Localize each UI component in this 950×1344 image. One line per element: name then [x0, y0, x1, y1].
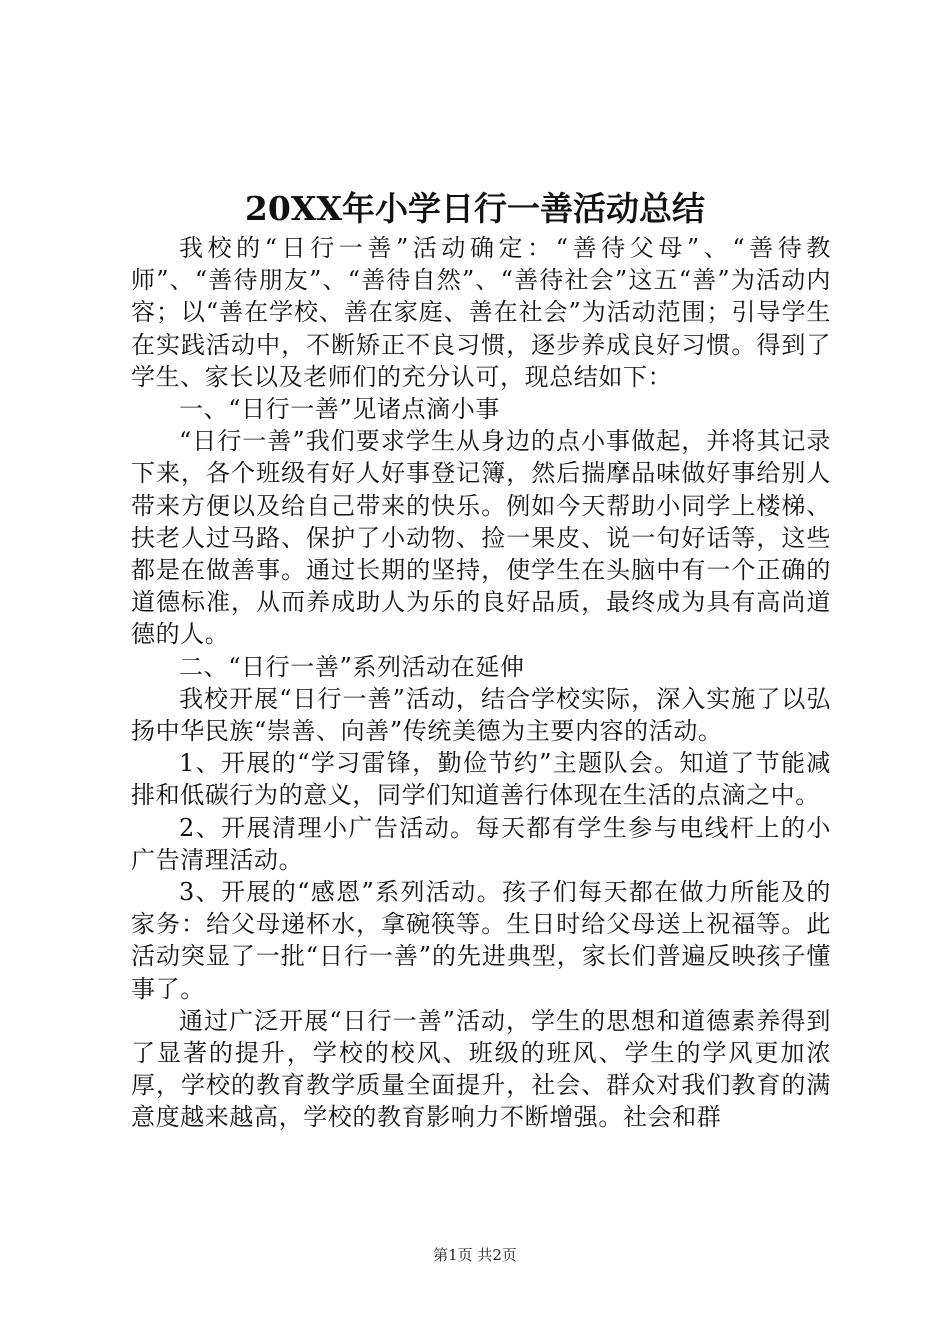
document-body	[131, 232, 831, 1134]
paragraph-section-1: “日行一善”我们要求学生从身边的点小事做起，并将其记录下来，各个班级有好人好事登记簿，然后揣摩品味做好事给别人带来方便以及给自己带来的快乐。例如今天帮助小同学上楼梯、扶老人过马路、保护了小动物、捡一果皮、说一句好话等，这些都是在做善事。通过长期的坚持，使学生在头脑中有一个正确的道德标准，从而养成助人为乐的良好品质，最终成为具有高尚道德的人。	[131, 427, 831, 649]
paragraph-section-2: 我校开展“日行一善”活动，结合学校实际，深入实施了以弘扬中华民族“崇善、向善”传统美德为主要内容的活动。	[131, 684, 831, 746]
paragraph-conclusion: 通过广泛开展“日行一善”活动，学生的思想和道德素养得到了显著的提升，学校的校风、班级的班风、学生的学风更加浓厚，学校的教育教学质量全面提升，社会、群众对我们教育的满意度越来越高，学校的教育影响力不断增强。社会和群	[131, 1006, 831, 1132]
paragraph-item-3: 3、开展的“感恩”系列活动。孩子们每天都在做力所能及的家务：给父母递杯水，拿碗筷等。生日时给父母送上祝福等。此活动突显了一批“日行一善”的先进典型，家长们普遍反映孩子懂事了。	[131, 878, 831, 1003]
section-heading-2: 二、“日行一善”系列活动在延伸	[179, 652, 525, 681]
page-number-footer: 第1页 共2页	[433, 1246, 517, 1264]
section-heading-1: 一、“日行一善”见诸点滴小事	[179, 395, 500, 424]
paragraph-item-2: 2、开展清理小广告活动。每天都有学生参与电线杆上的小广告清理活动。	[131, 813, 831, 874]
paragraph-item-1: 1、开展的“学习雷锋，勤俭节约”主题队会。知道了节能减排和低碳行为的意义，同学们知道善行体现在生活的点滴之中。	[131, 749, 831, 810]
document-title: 20XX年小学日行一善活动总结	[244, 189, 706, 228]
paragraph-intro: 我校的“日行一善”活动确定：“善待父母”、“善待教师”、“善待朋友”、“善待自然”、“善待社会”这五“善”为活动内容；以“善在学校、善在家庭、善在社会”为活动范围；引导学生在实践活动中，不断矫正不良习惯，逐步养成良好习惯。得到了学生、家长以及老师们的充分认可，现总结如下：	[131, 234, 831, 391]
